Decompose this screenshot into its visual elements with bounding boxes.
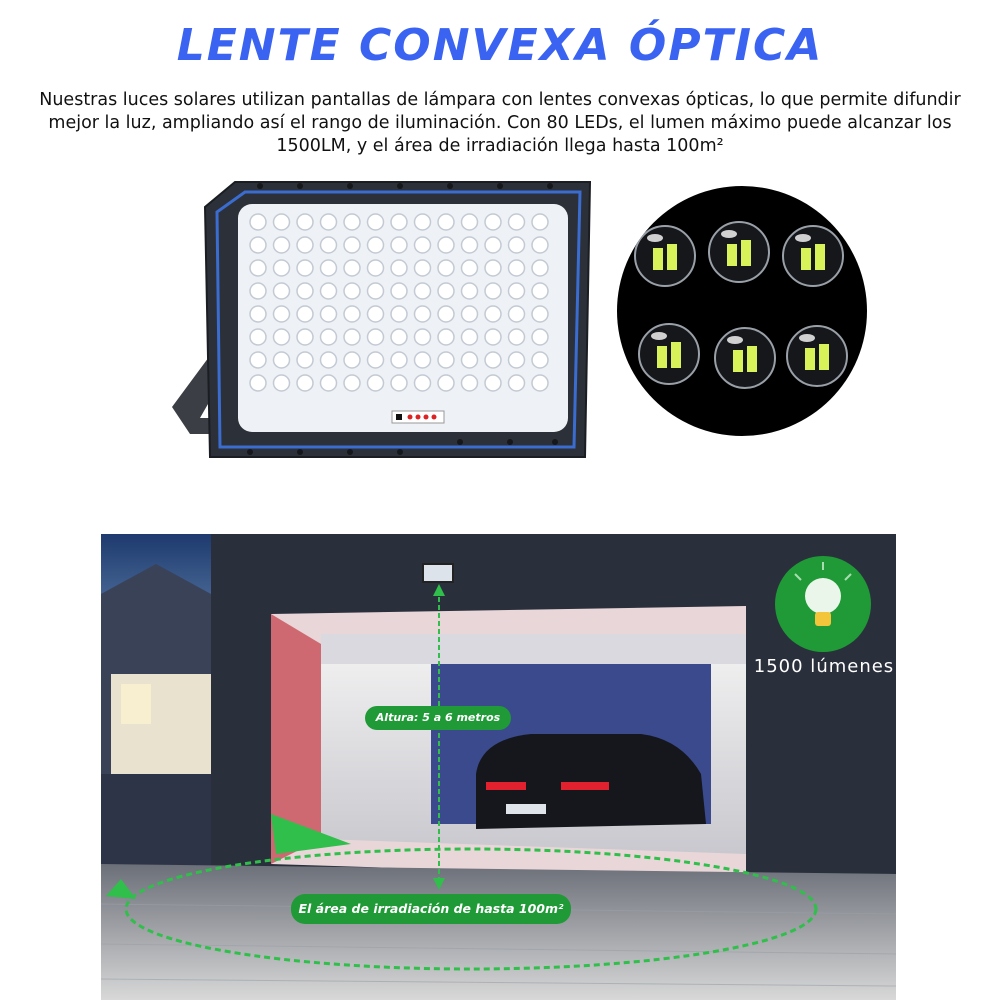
led-lens — [438, 260, 454, 276]
led-lens — [509, 352, 525, 368]
led-lens — [415, 283, 431, 299]
led-lens — [391, 237, 407, 253]
led-lens — [391, 329, 407, 345]
led-lens — [509, 375, 525, 391]
led-lens — [297, 306, 313, 322]
led-lens — [274, 329, 290, 345]
led-lens — [297, 352, 313, 368]
led-lens — [368, 214, 384, 230]
led-lens — [368, 283, 384, 299]
led-lens — [391, 283, 407, 299]
led-lens — [321, 237, 337, 253]
led-lens — [509, 237, 525, 253]
led-lens — [321, 306, 337, 322]
led-lens — [485, 214, 501, 230]
led-lens — [438, 375, 454, 391]
led-lens — [485, 352, 501, 368]
led-lens — [344, 352, 360, 368]
led-lens — [321, 329, 337, 345]
led-lens — [274, 260, 290, 276]
floodlight-panel-image — [160, 172, 600, 472]
led-lens — [415, 306, 431, 322]
led-lens — [485, 237, 501, 253]
led-lens — [391, 260, 407, 276]
led-lens — [344, 306, 360, 322]
led-lens — [532, 306, 548, 322]
lens-bubble — [639, 324, 699, 384]
led-lens — [297, 375, 313, 391]
led-lens — [250, 260, 266, 276]
led-lens — [485, 329, 501, 345]
led-lens — [509, 214, 525, 230]
led-lens — [462, 283, 478, 299]
lens-bubble — [783, 226, 843, 286]
led-lens — [438, 283, 454, 299]
lightbulb-icon — [775, 556, 871, 652]
led-lens — [485, 283, 501, 299]
led-lens — [438, 237, 454, 253]
led-lens — [344, 214, 360, 230]
led-lens — [462, 329, 478, 345]
led-lens — [532, 329, 548, 345]
led-lens — [462, 260, 478, 276]
led-lens — [274, 352, 290, 368]
page-title: LENTE CONVEXA ÓPTICA — [176, 20, 824, 71]
led-lens — [344, 329, 360, 345]
description-line-1: Nuestras luces solares utilizan pantallas de lámpara con lentes convexas ópticas, lo que permite difundir — [39, 90, 961, 110]
lens-bubble — [635, 226, 695, 286]
led-lens — [532, 260, 548, 276]
led-lens — [344, 260, 360, 276]
lens-bubble — [715, 328, 775, 388]
led-lens — [391, 375, 407, 391]
led-lens — [368, 260, 384, 276]
led-lens — [297, 237, 313, 253]
led-lens — [344, 237, 360, 253]
led-lens — [368, 329, 384, 345]
led-lens — [532, 283, 548, 299]
led-lens — [250, 375, 266, 391]
led-lens — [438, 329, 454, 345]
lens-bubble — [709, 222, 769, 282]
led-lens — [368, 306, 384, 322]
led-lens — [250, 283, 266, 299]
led-lens — [462, 237, 478, 253]
led-lens — [321, 214, 337, 230]
led-lens — [250, 237, 266, 253]
led-lens — [415, 329, 431, 345]
led-lens — [438, 352, 454, 368]
led-lens — [438, 214, 454, 230]
led-lens — [297, 329, 313, 345]
led-lens — [344, 283, 360, 299]
led-lens — [391, 214, 407, 230]
led-lens — [321, 283, 337, 299]
led-lens — [532, 375, 548, 391]
led-lens — [485, 306, 501, 322]
led-lens — [509, 283, 525, 299]
led-lens — [415, 375, 431, 391]
led-lens — [462, 214, 478, 230]
led-lens — [509, 260, 525, 276]
led-lens — [344, 375, 360, 391]
led-lens — [415, 260, 431, 276]
led-lens — [415, 237, 431, 253]
led-lens — [274, 283, 290, 299]
led-lens — [532, 352, 548, 368]
led-lens — [321, 375, 337, 391]
led-lens — [297, 214, 313, 230]
led-lens — [250, 306, 266, 322]
led-lens — [509, 306, 525, 322]
led-lens — [274, 375, 290, 391]
led-lens — [509, 329, 525, 345]
led-lens — [532, 237, 548, 253]
led-lens-closeup-image — [617, 186, 867, 436]
description-line-2: mejor la luz, ampliando así el rango de iluminación. Con 80 LEDs, el lumen máximo puede alcanzar los — [48, 113, 952, 133]
led-lens — [415, 352, 431, 368]
description-line-3: 1500LM, y el área de irradiación llega hasta 100m² — [276, 136, 724, 156]
led-lens — [485, 260, 501, 276]
led-lens — [274, 237, 290, 253]
led-lens — [250, 214, 266, 230]
led-lens — [368, 352, 384, 368]
led-lens — [391, 352, 407, 368]
led-lens — [274, 306, 290, 322]
led-lens — [274, 214, 290, 230]
led-lens — [462, 352, 478, 368]
led-lens — [368, 237, 384, 253]
led-lens — [462, 306, 478, 322]
led-lens — [415, 214, 431, 230]
led-lens — [485, 375, 501, 391]
led-lens — [250, 352, 266, 368]
led-lens — [368, 375, 384, 391]
led-lens — [321, 352, 337, 368]
led-lens — [391, 306, 407, 322]
garage-scene-image — [101, 534, 896, 1000]
area-label: El área de irradiación de hasta 100m² — [291, 894, 571, 924]
led-lens — [321, 260, 337, 276]
led-lens — [297, 260, 313, 276]
led-lens — [250, 329, 266, 345]
lumens-label: 1500 lúmenes — [753, 656, 895, 677]
description — [8, 89, 992, 158]
led-lens — [532, 214, 548, 230]
lens-bubble — [787, 326, 847, 386]
height-label: Altura: 5 a 6 metros — [365, 706, 511, 730]
led-lens — [438, 306, 454, 322]
led-lens — [462, 375, 478, 391]
led-lens — [297, 283, 313, 299]
